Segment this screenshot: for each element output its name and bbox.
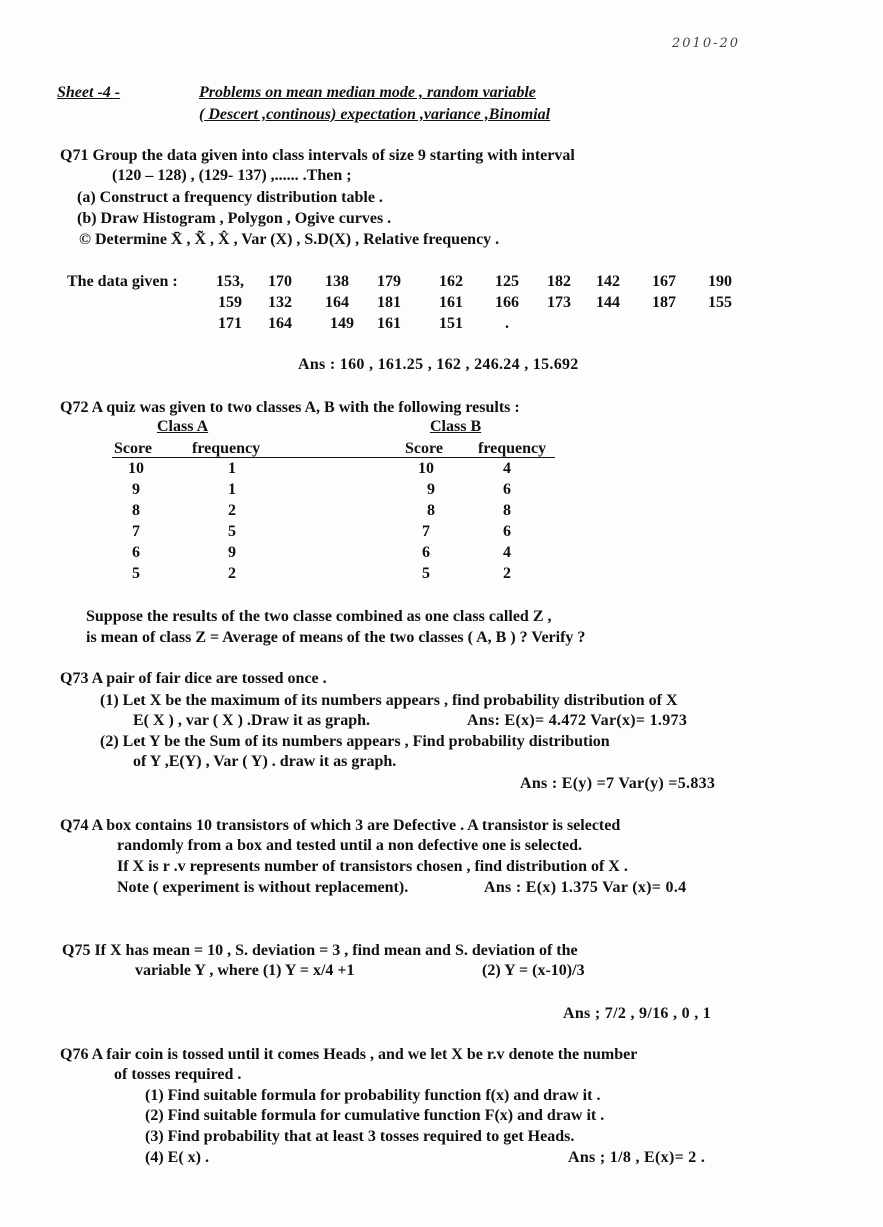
class-a-score: 8 — [132, 502, 140, 519]
q71-answer: Ans : 160 , 161.25 , 162 , 246.24 , 15.692 — [298, 356, 579, 373]
q74-line-2: randomly from a box and tested until a non defective one is selected. — [117, 837, 583, 854]
q74-line-4: Note ( experiment is without replacement). — [117, 879, 409, 896]
data-cell: 182 — [547, 273, 571, 290]
q75-line-1: Q75 If X has mean = 10 , S. deviation = 3 , find mean and S. deviation of the — [62, 942, 578, 959]
data-cell: 144 — [596, 294, 620, 311]
class-a-score: 5 — [132, 565, 140, 582]
class-a-score: 10 — [128, 460, 144, 477]
data-cell: 181 — [377, 294, 401, 311]
class-b-score: 10 — [418, 460, 434, 477]
q75-answer: Ans ; 7/2 , 9/16 , 0 , 1 — [563, 1005, 712, 1022]
q72-line-1: Q72 A quiz was given to two classes A, B with the following results : — [60, 399, 520, 416]
q73-part-2b: of Y ,E(Y) , Var ( Y) . draw it as graph. — [133, 753, 397, 770]
data-cell: 173 — [547, 294, 571, 311]
q75-line-2: variable Y , where (1) Y = x/4 +1 — [135, 962, 355, 979]
class-a-frequency: 1 — [228, 481, 236, 498]
data-cell: 138 — [325, 273, 349, 290]
class-b-score: 6 — [422, 544, 430, 561]
data-cell: 149 — [330, 315, 354, 332]
data-cell: 167 — [652, 273, 676, 290]
data-cell: 164 — [268, 315, 292, 332]
q71-part-a: (a) Construct a frequency distribution table . — [77, 189, 383, 206]
table-connecting-rule — [275, 457, 405, 458]
class-b-score: 5 — [422, 565, 430, 582]
class-a-score: 9 — [132, 481, 140, 498]
q76-line-2: of tosses required . — [114, 1066, 242, 1083]
class-a-frequency: 5 — [228, 523, 236, 540]
q73-part-1a: (1) Let X be the maximum of its numbers appears , find probability distribution of X — [100, 692, 678, 709]
q76-item-4: (4) E( x) . — [145, 1149, 209, 1166]
q76-item-1: (1) Find suitable formula for probability function f(x) and draw it . — [145, 1087, 601, 1104]
data-cell: 171 — [218, 315, 242, 332]
class-b-frequency-header: frequency — [478, 440, 547, 457]
data-cell: 132 — [268, 294, 292, 311]
data-cell: 125 — [495, 273, 519, 290]
class-a-score: 6 — [132, 544, 140, 561]
data-cell: 142 — [596, 273, 620, 290]
q71-line-1: Q71 Group the data given into class intervals of size 9 starting with interval — [60, 147, 575, 164]
handwritten-year: 2010-20 — [672, 36, 741, 51]
class-b-frequency: 4 — [503, 460, 511, 477]
data-cell: 187 — [652, 294, 676, 311]
data-cell: 153, — [216, 273, 244, 290]
data-cell: 151 — [439, 315, 463, 332]
class-b-score: 8 — [427, 502, 435, 519]
class-a-frequency: 1 — [228, 460, 236, 477]
class-a-score-header: Score — [114, 440, 152, 457]
title-line-2: ( Descert ,continous) expectation ,variance ,Binomial — [199, 106, 551, 123]
q76-line-1: Q76 A fair coin is tossed until it comes Heads , and we let X be r.v denote the number — [60, 1046, 638, 1063]
class-b-title: Class B — [430, 418, 482, 435]
q71-line-2: (120 – 128) , (129- 137) ,...... .Then ; — [112, 167, 352, 184]
data-cell: 190 — [708, 273, 732, 290]
class-a-header-rule — [112, 457, 275, 458]
data-cell: 170 — [268, 273, 292, 290]
q76-answer: Ans ; 1/8 , E(x)= 2 . — [568, 1149, 706, 1166]
class-a-title: Class A — [157, 418, 209, 435]
q71-data-label: The data given : — [67, 273, 178, 290]
class-a-frequency: 9 — [228, 544, 236, 561]
class-a-frequency-header: frequency — [192, 440, 261, 457]
data-cell: 161 — [377, 315, 401, 332]
class-a-frequency: 2 — [228, 502, 236, 519]
q72-suppose-2: is mean of class Z = Average of means of the two classes ( A, B ) ? Verify ? — [86, 629, 586, 646]
class-b-score: 7 — [422, 523, 430, 540]
class-b-frequency: 8 — [503, 502, 511, 519]
q74-line-3: If X is r .v represents number of transistors chosen , find distribution of X . — [117, 858, 628, 875]
data-cell: 159 — [218, 294, 242, 311]
title-line-1: Problems on mean median mode , random variable — [199, 84, 536, 101]
q74-line-1: Q74 A box contains 10 transistors of which 3 are Defective . A transistor is selected — [60, 817, 621, 834]
class-b-frequency: 6 — [503, 523, 511, 540]
q72-suppose-1: Suppose the results of the two classe combined as one class called Z , — [86, 608, 552, 625]
q73-part-1-answer: Ans: E(x)= 4.472 Var(x)= 1.973 — [467, 712, 688, 729]
class-a-score: 7 — [132, 523, 140, 540]
data-cell: 179 — [377, 273, 401, 290]
data-cell: 155 — [708, 294, 732, 311]
data-cell: 164 — [325, 294, 349, 311]
data-cell: 166 — [495, 294, 519, 311]
q73-line-1: Q73 A pair of fair dice are tossed once . — [60, 670, 327, 687]
data-cell: 162 — [439, 273, 463, 290]
class-b-header-rule — [405, 457, 555, 458]
class-b-frequency: 4 — [503, 544, 511, 561]
class-a-frequency: 2 — [228, 565, 236, 582]
class-b-score: 9 — [427, 481, 435, 498]
q76-item-2: (2) Find suitable formula for cumulative function F(x) and draw it . — [145, 1107, 605, 1124]
class-b-frequency: 2 — [503, 565, 511, 582]
q73-part-2-answer: Ans : E(y) =7 Var(y) =5.833 — [520, 775, 716, 792]
q73-part-2a: (2) Let Y be the Sum of its numbers appears , Find probability distribution — [100, 733, 610, 750]
data-cell: 161 — [439, 294, 463, 311]
data-cell: . — [505, 315, 509, 332]
q73-part-1b: E( X ) , var ( X ) .Draw it as graph. — [133, 712, 371, 729]
q76-item-3: (3) Find probability that at least 3 tosses required to get Heads. — [145, 1128, 575, 1145]
q75-line-2b: (2) Y = (x-10)/3 — [482, 962, 585, 979]
sheet-label: Sheet -4 - — [57, 84, 121, 101]
q71-part-c: © Determine X̄ , X̃ , X̂ , Var (X) , S.D(X) , Relative frequency . — [79, 231, 500, 248]
class-b-frequency: 6 — [503, 481, 511, 498]
class-b-score-header: Score — [405, 440, 443, 457]
q74-answer: Ans : E(x) 1.375 Var (x)= 0.4 — [484, 879, 687, 896]
q71-part-b: (b) Draw Histogram , Polygon , Ogive curves . — [77, 210, 392, 227]
